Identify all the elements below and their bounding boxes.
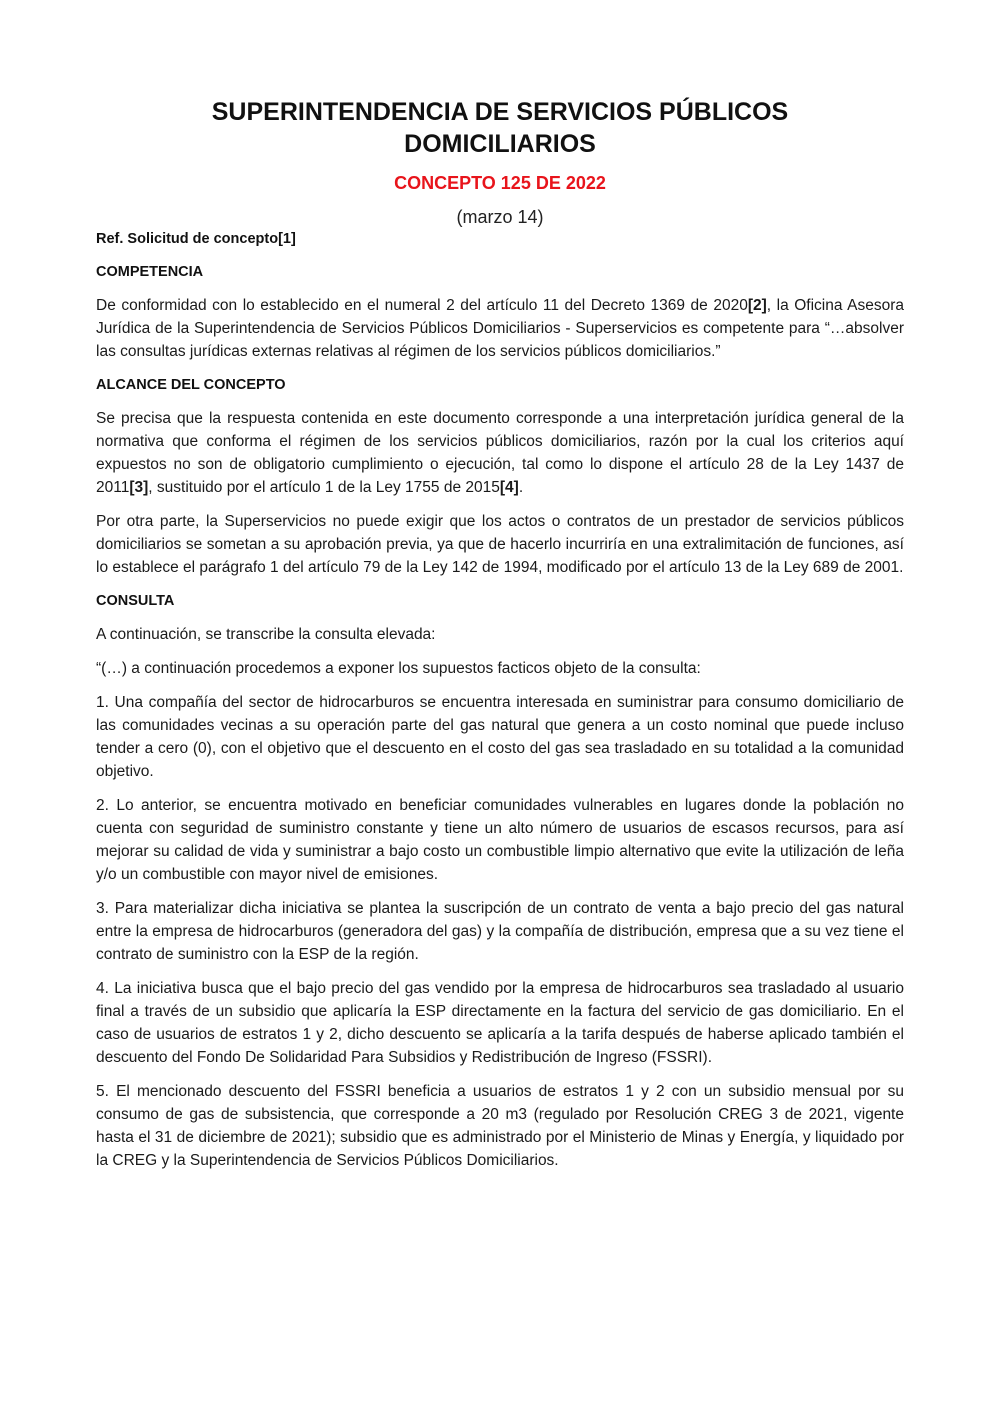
heading-alcance: ALCANCE DEL CONCEPTO	[96, 377, 286, 393]
concepto-date: (marzo 14)	[456, 207, 544, 227]
footnote-ref-2[interactable]: [2]	[747, 297, 767, 314]
document-title	[96, 96, 904, 160]
alcance-paragraph-1: Se precisa que la respuesta contenida en este documento corresponde a una interpretación jurídica general de la normativa que conforma el régimen de los servicios públicos domiciliarios, razón por la cual los criterios aquí expuestos no son de obligatorio cumplimiento o ejecución, tal como lo dispone el artículo 28 de la Ley 1437 de 2011[3], sustituido por el artículo 1 de la Ley 1755 de 2015[4].	[96, 410, 904, 496]
document-page	[96, 96, 904, 1183]
reference-line: Ref. Solicitud de concepto[1]	[96, 231, 296, 247]
consulta-item-1: 1. Una compañía del sector de hidrocarburos se encuentra interesada en suministrar para consumo domiciliario de las comunidades vecinas a su operación parte del gas natural que genera a un costo nominal que puede incluso tender a cero (0), con el objetivo que el descuento en el costo del gas sea trasladado en su totalidad a la comunidad objetivo.	[96, 694, 904, 780]
consulta-item-2: 2. Lo anterior, se encuentra motivado en beneficiar comunidades vulnerables en lugares donde la población no cuenta con seguridad de suministro constante y tiene un alto número de usuarios de escasos recursos, para así mejorar su calidad de vida y suministrar a bajo costo un combustible limpio alternativo que evite la utilización de leña y/o un combustible con mayor nivel de emisiones.	[96, 797, 904, 883]
footnote-ref-3[interactable]: [3]	[129, 479, 149, 496]
consulta-intro: A continuación, se transcribe la consulta elevada:	[96, 626, 436, 643]
competencia-paragraph: De conformidad con lo establecido en el numeral 2 del artículo 11 del Decreto 1369 de 2020[2], la Oficina Asesora Jurídica de la Superintendencia de Servicios Públicos Domiciliarios - Superservicios es competente para “…absolver las consultas jurídicas externas relativas al régimen de los servicios públicos domiciliarios.”	[96, 297, 905, 360]
consulta-item-3: 3. Para materializar dicha iniciativa se plantea la suscripción de un contrato de venta a bajo precio del gas natural entre la empresa de hidrocarburos (generadora del gas) y la compañía de distribución, empresa que a su vez tiene el contrato de suministro con la ESP de la región.	[96, 900, 904, 963]
consulta-item-4: 4. La iniciativa busca que el bajo precio del gas vendido por la empresa de hidrocarburos sea trasladado al usuario final a través de un subsidio que aplicaría la ESP directamente en la factura del servicio de gas domiciliario. En el caso de usuarios de estratos 1 y 2, dicho descuento se aplicaría a la tarifa después de haberse aplicado también el descuento del Fondo De Solidaridad Para Subsidios y Redistribución de Ingreso (FSSRI).	[96, 980, 904, 1066]
heading-competencia: COMPETENCIA	[96, 264, 204, 280]
title-line-2: DOMICILIARIOS	[404, 130, 596, 158]
concepto-number: CONCEPTO 125 DE 2022	[394, 173, 606, 193]
heading-consulta: CONSULTA	[96, 593, 175, 609]
consulta-item-5: 5. El mencionado descuento del FSSRI beneficia a usuarios de estratos 1 y 2 con un subsidio mensual por su consumo de gas de subsistencia, que corresponde a 20 m3 (regulado por Resolución CREG 3 de 2021, vigente hasta el 31 de diciembre de 2021); subsidio que es administrado por el Ministerio de Minas y Energía, y liquidado por la CREG y la Superintendencia de Servicios Públicos Domiciliarios.	[96, 1083, 904, 1169]
alcance-paragraph-2: Por otra parte, la Superservicios no puede exigir que los actos o contratos de un prestador de servicios públicos domiciliarios se sometan a su aprobación previa, ya que de hacerlo incurriría en una extralimitación de funciones, así lo establece el parágrafo 1 del artículo 79 de la Ley 142 de 1994, modificado por el artículo 13 de la Ley 689 de 2001.	[96, 513, 904, 576]
title-line-1: SUPERINTENDENCIA DE SERVICIOS PÚBLICOS	[211, 98, 789, 126]
footnote-ref-4[interactable]: [4]	[499, 479, 519, 496]
consulta-lead: “(…) a continuación procedemos a exponer los supuestos facticos objeto de la consulta:	[96, 660, 701, 677]
